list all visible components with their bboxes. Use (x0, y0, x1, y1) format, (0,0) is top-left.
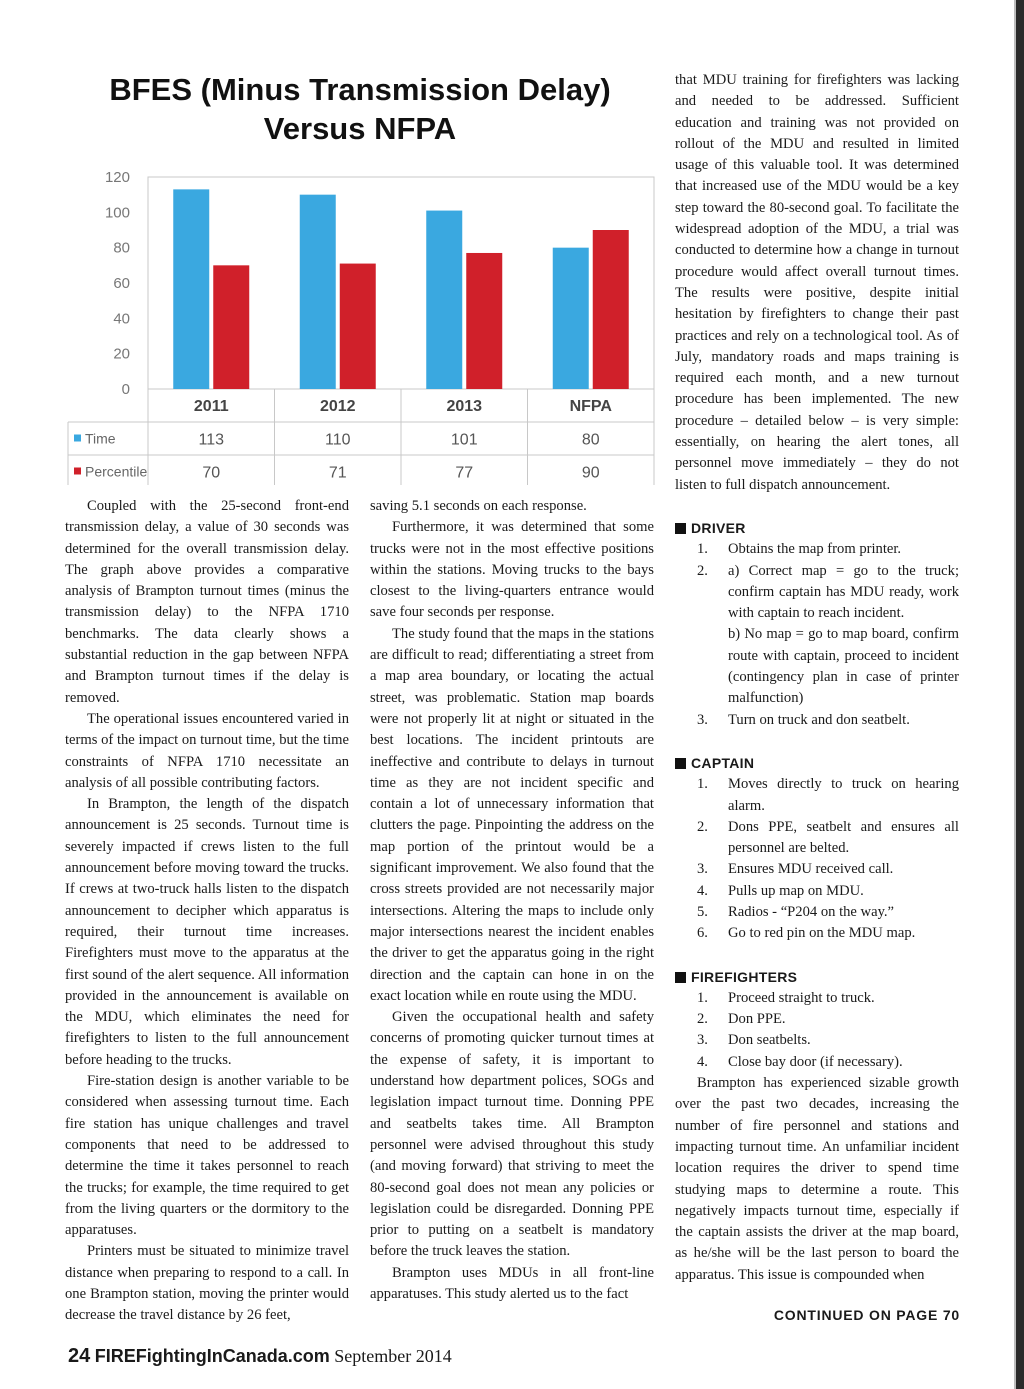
list-item: 5. Radios - “P204 on the way.” (697, 903, 895, 920)
legend-label-percentile: Percentile (85, 463, 148, 480)
list-item: 2. a) Correct map = go to the truck; confirm captain has MDU ready, work with captain to reach incident. b) No map = go to map board, confirm route with captain, proceed to incident (contingency plan in case of printer malfunction) (697, 562, 959, 707)
square-bullet-icon (675, 972, 686, 983)
footer-date: September 2014 (334, 1346, 452, 1366)
bar-chart (60, 165, 660, 485)
page-edge-line (1014, 0, 1016, 1389)
driver-steps (675, 539, 959, 731)
list-item: 3. Ensures MDU received call. (697, 861, 894, 878)
y-tick-label: 80 (113, 239, 130, 257)
paragraph: Brampton has experienced sizable growth over the past two decades, increasing the number of fire personnel and stations and impacting turnout time. An unfamiliar incident location requires the driver to spend time studying maps to determine a route. This negatively impacts turnout time, especially if the captain assists the driver at the map board, as he/she will be the last person to board the apparatus. This issue is compounded when (675, 1075, 959, 1283)
paragraph: In Brampton, the length of the dispatch announcement is 25 seconds. Turnout time is severely impacted if crews listen to the full announcement before moving toward the trucks. If crews at two-truck halls listen to the dispatch announcement to decipher which apparatus is required, their turnout time increases. Firefighters must move to the apparatus at the first sound of the alert sequence. All information provided in the announcement is available on the MDU, which eliminates the need for firefighters to listen to the full announcement before heading to the trucks. (65, 796, 349, 1068)
data-table-cell: 71 (328, 464, 347, 482)
y-tick-label: 60 (113, 275, 130, 292)
y-tick-label: 40 (113, 310, 130, 328)
paragraph: Brampton uses MDUs in all front-line apparatuses. This study alerted us to the fact (370, 1264, 654, 1302)
article-column-left (65, 496, 349, 1327)
list-item: 2. Dons PPE, seatbelt and ensures all personnel are belted. (697, 818, 959, 857)
bar-percentile-nfpa (593, 230, 629, 389)
data-table-cell: 110 (324, 431, 351, 449)
y-tick-label: 120 (104, 169, 130, 186)
bar-time-2011 (173, 189, 209, 389)
list-item: 3. Don seatbelts. (697, 1032, 811, 1049)
bar-time-2013 (426, 211, 462, 389)
bar-time-nfpa (553, 248, 589, 389)
x-tick-label: NFPA (569, 398, 612, 415)
list-item: 1. Moves directly to truck on hearing alarm. (697, 776, 959, 814)
section-heading-captain: CAPTAIN (675, 753, 959, 774)
paragraph: Furthermore, it was determined that some trucks were not in the most effective positions within the stations. Moving trucks to the bays closest to the living-quarters entrance would save four seconds per response. (370, 519, 654, 621)
x-tick-label: 2013 (446, 398, 483, 415)
data-table-cell: 101 (450, 431, 478, 449)
x-tick-label: 2011 (193, 398, 229, 415)
continued-on-page: CONTINUED ON PAGE 70 (773, 1307, 960, 1323)
square-bullet-icon (675, 758, 686, 769)
captain-steps (675, 774, 959, 944)
section-heading-firefighters: FIREFIGHTERS (675, 967, 959, 988)
y-tick-label: 0 (121, 381, 130, 398)
page-footer (68, 1345, 452, 1368)
bar-percentile-2013 (466, 253, 502, 389)
footer-website: FIREFightingInCanada.com (94, 1346, 330, 1366)
list-item: 4. Pulls up map on MDU. (697, 882, 864, 899)
page-number: 24 (68, 1345, 91, 1367)
page-edge (1016, 0, 1024, 1389)
list-item: 1. Obtains the map from printer. (697, 541, 902, 558)
chart-title-line2: Versus NFPA (263, 111, 457, 146)
data-table-cell: 77 (455, 464, 474, 482)
data-table-cell: 70 (202, 464, 221, 482)
y-tick-label: 20 (113, 345, 130, 363)
paragraph: The operational issues encountered varied in terms of the impact on turnout time, but the time constraints of NFPA 1710 necessitate an analysis of all possible contributing factors. (65, 710, 349, 791)
bar-time-2012 (300, 195, 336, 389)
bar-percentile-2011 (213, 265, 249, 389)
article-column-right (675, 70, 959, 1286)
bar-percentile-2012 (340, 264, 376, 389)
paragraph: Printers must be situated to minimize travel distance when preparing to respond to a call. In one Brampton station, moving the printer would decrease the travel distance by 26 feet, (65, 1243, 349, 1324)
legend-label-time: Time (85, 430, 116, 447)
paragraph: The study found that the maps in the stations are difficult to read; differentiating a street from a map area boundary, or locating the actual street, was problematic. Station map boards were not properly lit at night or situated in the best locations. The incident printouts are ineffective and contribute to delays in turnout time as they are not incident specific and contain a lot of unnecessary information that clutters the page. Pinpointing the address on the map portion of the printout would be a significant improvement. We also found that the cross streets provided are not necessarily major intersections. Altering the maps to include only major intersections nearest the incident enables the driver to get the apparatus going in the right direction and the captain can hone in on the exact location while en route using the MDU. (370, 625, 654, 1004)
list-item: 2. Don PPE. (697, 1011, 786, 1028)
article-column-middle (370, 496, 654, 1305)
section-heading-driver: DRIVER (675, 518, 959, 539)
list-item: 6. Go to red pin on the MDU map. (697, 925, 916, 942)
paragraph: Fire-station design is another variable to be considered when assessing turnout time. Each fire station has unique challenges and travel components that need to be addressed to determine the time it takes personnel to reach the trucks; for example, the time required to get from the living quarters or the dormitory to the apparatuses. (65, 1073, 349, 1239)
data-table-cell: 113 (198, 431, 225, 449)
x-tick-label: 2012 (319, 398, 356, 415)
paragraph: saving 5.1 seconds on each response. (370, 498, 587, 514)
paragraph: Given the occupational health and safety concerns of promoting quicker turnout times at the expense of safety, it is important to understand how department polices, SOGs and legislation impact turnout time. Donning PPE and seatbelts takes time. All Brampton personnel were advised throughout this study (and moving forward) that striving to meet the 80-second goal does not mean any policies or legislation could be disregarded. Donning PPE prior to putting on a seatbelt is mandatory before the truck leaves the station. (370, 1009, 654, 1260)
list-item: 1. Proceed straight to truck. (697, 989, 875, 1006)
firefighter-steps (675, 988, 959, 1073)
list-item: 4. Close bay door (if necessary). (697, 1053, 903, 1070)
paragraph: that MDU training for firefighters was lacking and needed to be addressed. Sufficient education and training was not provided on rollout of the MDU and resulted in limited usage of this valuable tool. It was determined that increased use of the MDU would be a key step toward the 80-second goal. To facilitate the widespread adoption of the MDU, a trial was conducted to determine how a change in turnout procedure would affect overall turnout times. The results were positive, despite initial hesitation by firefighters to change their past practices and rely on a technological tool. As of July, mandatory roads and maps training is required each month, and a new turnout procedure has been implemented. The new procedure – detailed below – is very simple: essentially, on hearing the alert tones, all personnel move immediately – they do not listen to full dispatch announcement. (675, 72, 959, 493)
data-table-cell: 90 (581, 464, 600, 482)
legend-swatch-time (74, 435, 81, 442)
square-bullet-icon (675, 523, 686, 534)
list-item: 3. Turn on truck and don seatbelt. (697, 711, 910, 728)
chart-title: BFES (Minus Transmission Delay) (109, 72, 611, 107)
y-tick-label: 100 (104, 204, 130, 222)
legend-swatch-percentile (74, 468, 81, 475)
data-table-cell: 80 (581, 431, 600, 449)
paragraph: Coupled with the 25-second front-end transmission delay, a value of 30 seconds was determined for the overall transmission delay. The graph above provides a comparative analysis of Brampton turnout times (minus the transmission delay) to the NFPA 1710 benchmarks. The data clearly shows a substantial reduction in the gap between NFPA and Brampton turnout times if the delay is removed. (65, 498, 349, 706)
